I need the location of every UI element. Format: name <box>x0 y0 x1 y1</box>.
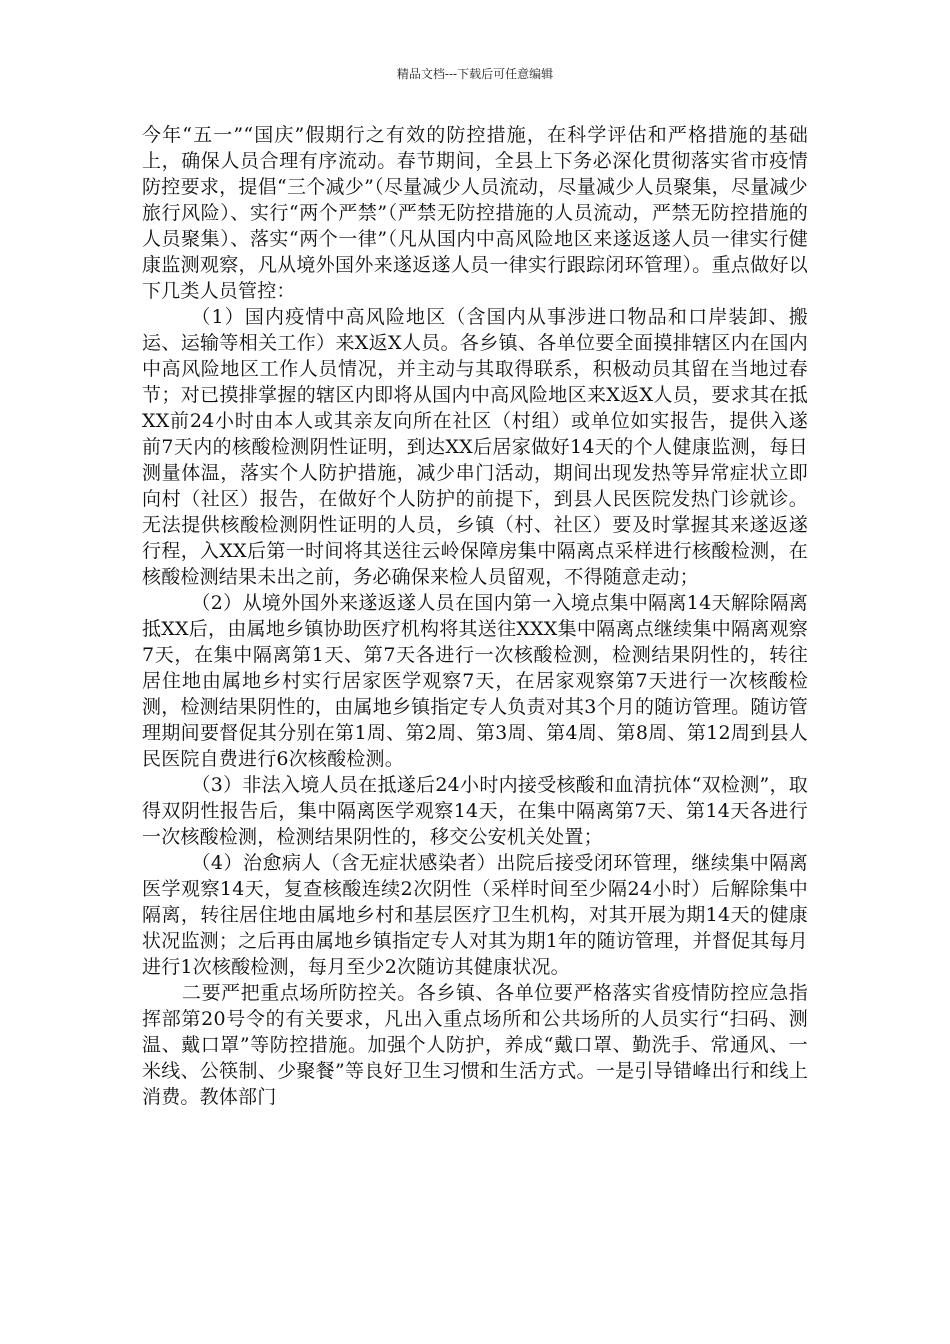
paragraph-item-4: （4）治愈病人（含无症状感染者）出院后接受闭环管理，继续集中隔离医学观察14天，复查核酸连续2次阴性（采样时间至少隔24小时）后解除集中隔离，转往居住地由属地乡村和基层医疗卫生机构，对其开展为期14天的健康状况监测；之后再由属地乡镇指定专人对其为期1年的随访管理，并督促其每月进行1次核酸检测，每月至少2次随访其健康状况。 <box>142 852 808 978</box>
paragraph-item-3: （3）非法入境人员在抵遂后24小时内接受核酸和血清抗体“双检测”，取得双阴性报告后，集中隔离医学观察14天，在集中隔离第7天、第14天各进行一次核酸检测，检测结果阴性的，移交公安机关处置； <box>142 774 808 848</box>
paragraph-item-2: （2）从境外国外来遂返遂人员在国内第一入境点集中隔离14天解除隔离抵XX后，由属地乡镇协助医疗机构将其送往XXX集中隔离点继续集中隔离观察7天，在集中隔离第1天、第7天各进行一次核酸检测，检测结果阴性的，转往居住地由属地乡村实行居家医学观察7天，在居家观察第7天进行一次核酸检测，检测结果阴性的，由属地乡镇指定专人负责对其3个月的随访管理。随访管理期间要督促其分别在第1周、第2周、第3周、第4周、第8周、第12周到县人民医院自费进行6次核酸检测。 <box>142 592 808 770</box>
paragraph-section-2: 二要严把重点场所防控关。各乡镇、各单位要严格落实省疫情防控应急指挥部第20号令的有关要求，凡出入重点场所和公共场所的人员实行“扫码、测温、戴口罩”等防控措施。加强个人防护，养成“戴口罩、勤洗手、常通风、一米线、公筷制、少聚餐”等良好卫生习惯和生活方式。一是引导错峰出行和线上消费。教体部门 <box>142 982 808 1108</box>
paragraph-item-1: （1）国内疫情中高风险地区（含国内从事涉进口物品和口岸装卸、搬运、运输等相关工作）来X返X人员。各乡镇、各单位要全面摸排辖区内在国内中高风险地区工作人员情况，并主动与其取得联系，积极动员其留在当地过春节；对已摸排掌握的辖区内即将从国内中高风险地区来X返X人员，要求其在抵XX前24小时由本人或其亲友向所在社区（村组）或单位如实报告，提供入遂前7天内的核酸检测阴性证明，到达XX后居家做好14天的个人健康监测，每日测量体温，落实个人防护措施，减少串门活动，期间出现发热等异常症状立即向村（社区）报告，在做好个人防护的前提下，到县人民医院发热门诊就诊。无法提供核酸检测阴性证明的人员，乡镇（村、社区）要及时掌握其来遂返遂行程，入XX后第一时间将其送往云岭保障房集中隔离点采样进行核酸检测，在核酸检测结果未出之前，务必确保来检人员留观，不得随意走动； <box>142 306 808 588</box>
document-body <box>142 122 808 1110</box>
paragraph-intro: 今年“五一”“国庆”假期行之有效的防控措施，在科学评估和严格措施的基础上，确保人员合理有序流动。春节期间，全县上下务必深化贯彻落实省市疫情防控要求，提倡“三个减少”（尽量减少人员流动，尽量减少人员聚集，尽量减少旅行风险）、实行“两个严禁”（严禁无防控措施的人员流动，严禁无防控措施的人员聚集）、落实“两个一律”（凡从国内中高风险地区来遂返遂人员一律实行健康监测观察，凡从境外国外来遂返遂人员一律实行跟踪闭环管理）。重点做好以下几类人员管控： <box>142 124 808 302</box>
page-header: 精品文档---下载后可任意编辑 <box>396 67 554 81</box>
